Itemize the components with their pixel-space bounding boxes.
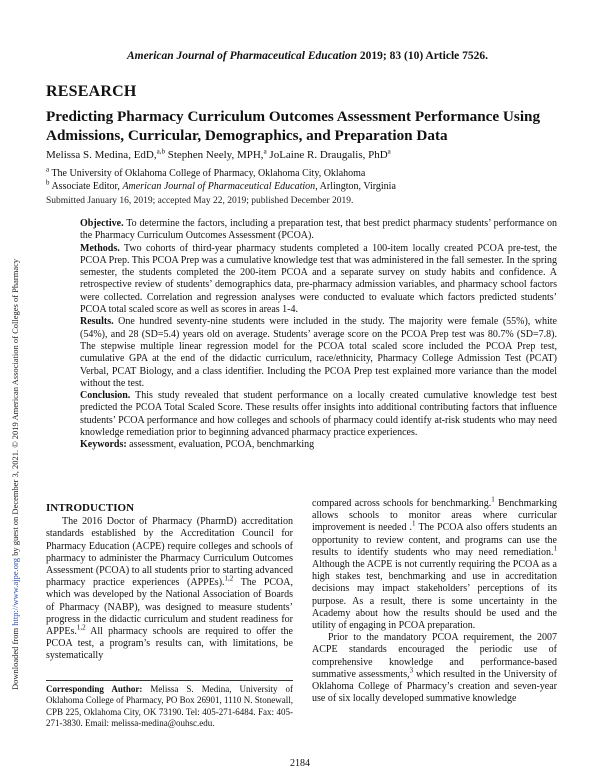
corresponding-label: Corresponding Author: bbox=[46, 684, 143, 694]
author-superscript: a,b bbox=[156, 147, 165, 156]
download-watermark bbox=[10, 259, 20, 690]
abstract-objective bbox=[80, 218, 557, 243]
section-label: RESEARCH bbox=[46, 83, 137, 100]
footnote-divider bbox=[46, 680, 293, 681]
paragraph-text: Prior to the mandatory PCOA requirement, the 2007 ACPE standards encouraged the periodic use of comprehensive knowledge and performance-based summative assessments, bbox=[312, 632, 557, 680]
author-superscript: a bbox=[387, 147, 391, 156]
watermark-text: by guest on December 3, 2021. © 2019 American Association of Colleges of Pharmacy bbox=[10, 258, 20, 559]
corresponding-author-note bbox=[46, 684, 293, 729]
abstract-text: To determine the factors, including a preparation test, that best predict pharmacy students’ performance on the Pharmacy Curriculum Outcomes Assessment (PCOA). bbox=[80, 218, 557, 242]
page-number: 2184 bbox=[290, 758, 310, 769]
author-name: Melissa S. Medina, EdD, bbox=[46, 149, 157, 161]
author-superscript: a bbox=[263, 147, 267, 156]
abstract-label: Results. bbox=[80, 316, 114, 328]
author-name: JoLaine R. Draugalis, PhD bbox=[269, 149, 388, 161]
abstract bbox=[80, 218, 557, 452]
abstract-label: Objective. bbox=[80, 218, 124, 229]
citation-ref[interactable]: 1,2 bbox=[224, 574, 234, 583]
journal-name: American Journal of Pharmaceutical Education bbox=[127, 50, 358, 62]
citation-ref[interactable]: 1,2 bbox=[76, 623, 86, 632]
citation-ref[interactable]: 3 bbox=[409, 666, 414, 675]
citation-ref[interactable]: 1 bbox=[412, 520, 416, 529]
paragraph-text: Benchmarking allows schools to monitor areas where curricular improvement is needed . bbox=[312, 498, 558, 534]
article-title: Predicting Pharmacy Curriculum Outcomes Assessment Performance Using Admissions, Curricular, Demographics, and Preparation Data bbox=[46, 108, 541, 144]
abstract-conclusion bbox=[80, 390, 557, 439]
affiliation-a bbox=[46, 165, 366, 179]
body-paragraph bbox=[312, 632, 557, 705]
abstract-label: Conclusion. bbox=[80, 390, 131, 402]
submission-dates: Submitted January 16, 2019; accepted May 22, 2019; published December 2019. bbox=[46, 196, 354, 206]
journal-citation: 2019; 83 (10) Article 7526. bbox=[359, 50, 488, 62]
abstract-label: Methods. bbox=[80, 242, 120, 254]
abstract-text: assessment, evaluation, PCOA, benchmarking bbox=[126, 439, 315, 451]
affiliation-marker: a bbox=[46, 165, 50, 174]
right-column bbox=[312, 495, 558, 705]
left-column bbox=[46, 502, 293, 663]
journal-link[interactable]: http://www.ajpe.org bbox=[10, 558, 20, 626]
journal-header bbox=[0, 50, 488, 62]
abstract-text: One hundred seventy-nine students were included in the study. The majority were female (55%), white (54%), and 28 (SD=5.4) years old on average. Students’ average score on the PCOA Prep test was 80.7% (SD=7.8). The stepwise multiple linear regression model for the PCOA total scaled score included the PCOA Prep test, cumulative GPA at the end of the didactic curriculum, race/ethnicity, Pharmacy College Admission Test (PCAT) Verbal, PCAT Biology, and a class identifier. Including the PCOA Prep test explained more variance than the model without the test. bbox=[80, 316, 557, 389]
paragraph-text: The 2016 Doctor of Pharmacy (PharmD) accreditation standards established by the Accreditation Council for Pharmacy Education (ACPE) require colleges and schools of pharmacy to administer the Pharmacy Curriculum Outcomes Assessment (PCOA) to all students prior to starting advanced pharmacy practice experiences (APPEs). bbox=[46, 516, 293, 589]
affiliation-text: Associate Editor, bbox=[51, 181, 123, 192]
introduction-heading: INTRODUCTION bbox=[46, 502, 135, 514]
affiliation-b bbox=[46, 178, 396, 192]
paragraph-text: All pharmacy schools are required to offer the PCOA test, a program’s results can, with limitations, be systematically bbox=[46, 626, 293, 662]
affiliation-text: The University of Oklahoma College of Pharmacy, Oklahoma City, Oklahoma bbox=[51, 168, 366, 179]
introduction-paragraph bbox=[46, 516, 293, 662]
paragraph-text: Although the ACPE is not currently requiring the PCOA as a high stakes test, benchmarking and use in accreditation decisions may impact stakeholders’ perceptions of its purpose. As a result, there is some uncertainty in the Academy about how the results should be used and the utility of engaging in PCOA preparation. bbox=[312, 559, 557, 632]
affiliation-journal: American Journal of Pharmaceutical Education bbox=[122, 181, 316, 192]
affiliation-marker: b bbox=[46, 178, 50, 187]
paragraph-text: The PCOA also offers students an opportunity to review content, and programs can use the results to identify students who may need remediation. bbox=[312, 522, 557, 558]
paragraph-text: compared across schools for benchmarking. bbox=[312, 498, 492, 509]
author-name: Stephen Neely, MPH, bbox=[167, 149, 264, 161]
abstract-text: Two cohorts of third-year pharmacy students completed a 100-item locally created PCOA pre-test, the PCOA Prep. This PCOA Prep was a cumulative knowledge test that was administered in the fall semester. In the spring semester, the students completed the 200-item PCOA and a separate survey on study habits and confidence. A retrospective review of students’ demographics data, pre-pharmacy admission variables, and pharmacy school factors were collected. Correlation and regression analyses were conducted to evaluate which factors predicted students’ PCOA total scaled score as well as scores in areas 1-4. bbox=[80, 242, 557, 316]
citation-ref[interactable]: 1 bbox=[491, 495, 495, 504]
abstract-text: This study revealed that student performance on a locally created cumulative knowledge test best predicted the PCOA Total Scaled Score. These results offer insights into additional contributing factors that influence students’ PCOA performance and how colleges and schools of pharmacy could identify at-risk students who may need knowledge remediation prior to beginning advanced pharmacy practice experiences. bbox=[80, 390, 557, 439]
citation-ref[interactable]: 1 bbox=[553, 544, 557, 553]
watermark-text: Downloaded from bbox=[10, 625, 20, 690]
paragraph-text: The PCOA, which was developed by the National Association of Boards of Pharmacy (NABP), was designed to measure students’ progress in the didactic curriculum and student readiness for APPEs. bbox=[46, 577, 293, 638]
paragraph-text: which resulted in the University of Oklahoma College of Pharmacy’s creation and seven-year use of six locally developed summative knowledge bbox=[312, 668, 557, 705]
body-paragraph bbox=[312, 495, 558, 632]
abstract-keywords bbox=[80, 439, 557, 451]
author-list bbox=[46, 149, 391, 161]
affiliation-location: , Arlington, Virginia bbox=[315, 181, 396, 192]
abstract-label: Keywords: bbox=[80, 439, 127, 451]
abstract-results bbox=[80, 316, 557, 390]
corresponding-text: Melissa S. Medina, University of Oklahoma College of Pharmacy, PO Box 26901, 1110 N. Stonewall, CPB 225, Oklahoma City, OK 73190. Tel: 405-271-6484. Fax: 405-271-3830. Email: melissa-medina@ouhsc.edu. bbox=[46, 684, 293, 728]
abstract-methods bbox=[80, 243, 557, 317]
